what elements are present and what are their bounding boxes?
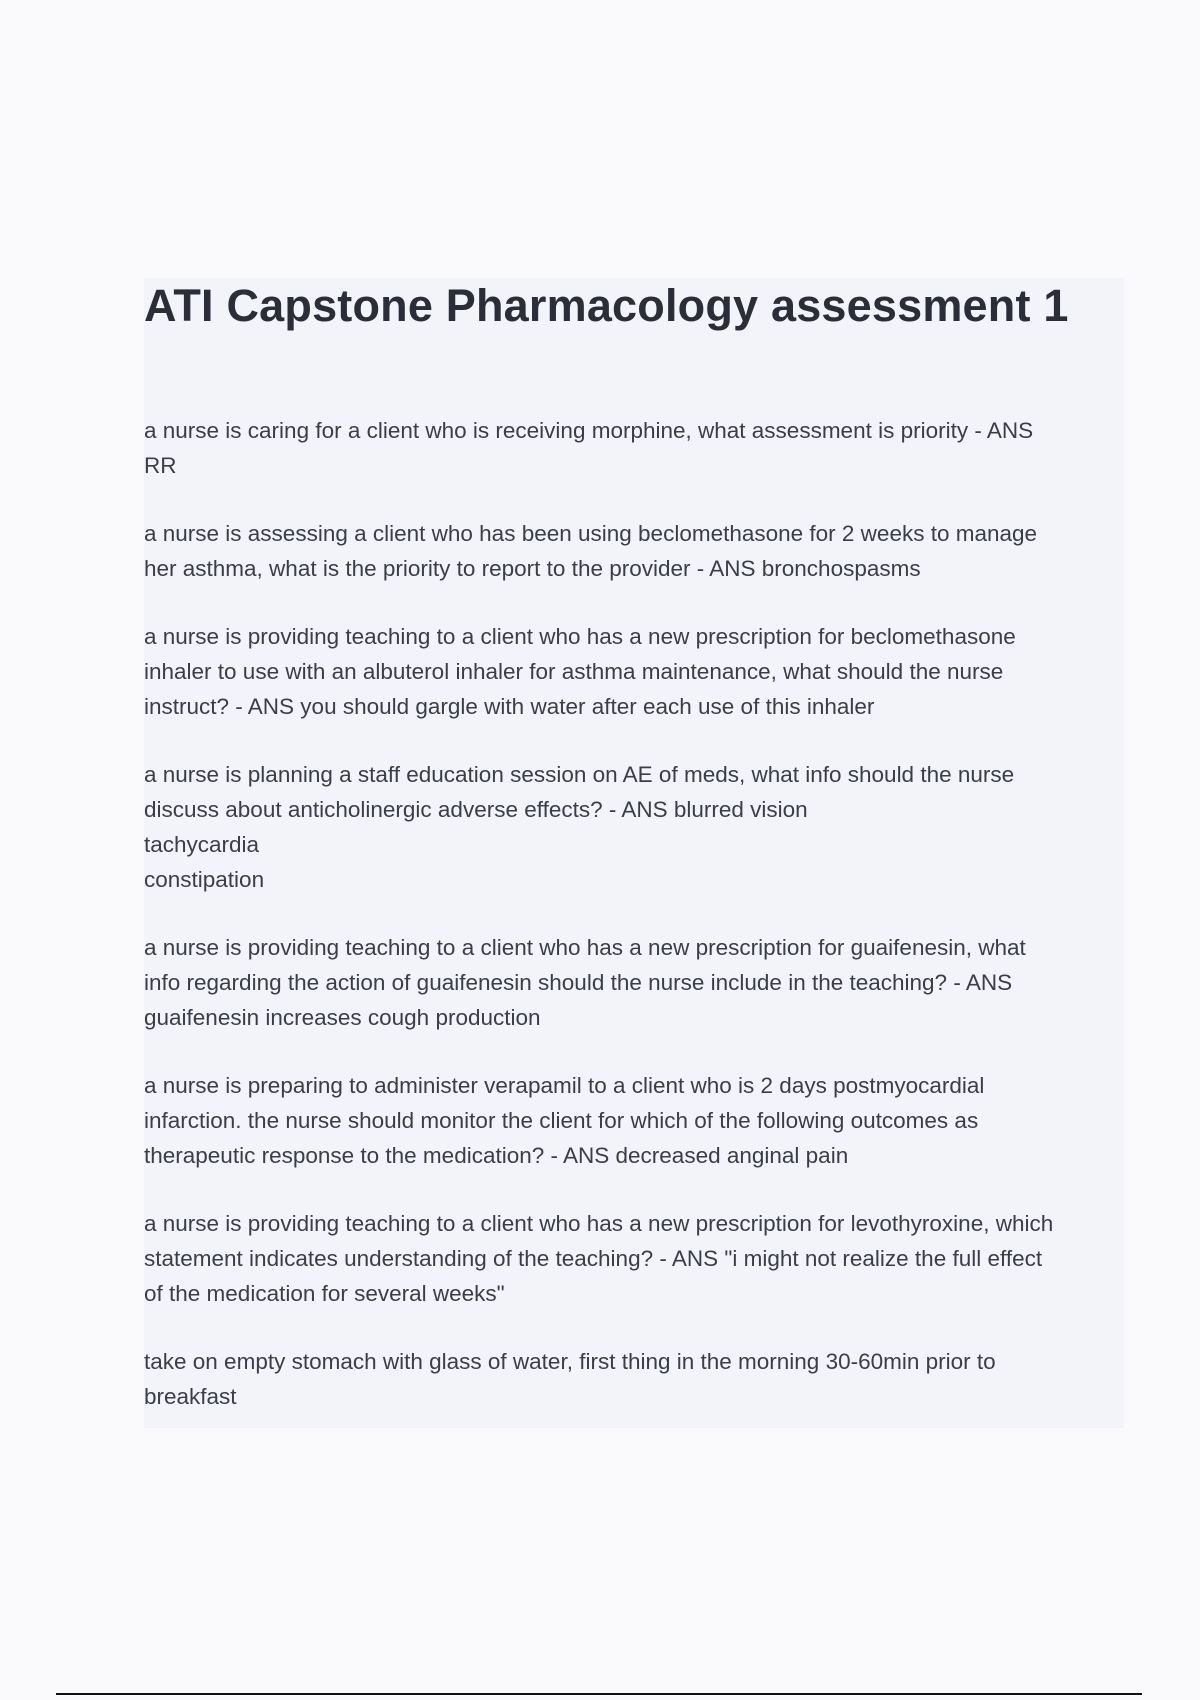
qa-item xyxy=(144,757,1124,897)
qa-line: RR xyxy=(144,453,177,478)
qa-line: a nurse is providing teaching to a client who has a new prescription for guaifenesin, what xyxy=(144,935,1026,960)
qa-line: therapeutic response to the medication? - ANS decreased anginal pain xyxy=(144,1143,849,1168)
qa-text xyxy=(144,413,1124,483)
page-bottom-rule xyxy=(56,1693,1142,1695)
qa-text xyxy=(144,1206,1124,1311)
qa-text xyxy=(144,1344,1124,1414)
qa-text xyxy=(144,516,1124,586)
qa-line: a nurse is providing teaching to a client who has a new prescription for beclomethasone xyxy=(144,624,1016,649)
qa-text xyxy=(144,757,1124,897)
qa-line: of the medication for several weeks" xyxy=(144,1281,505,1306)
qa-line: a nurse is planning a staff education session on AE of meds, what info should the nurse xyxy=(144,762,1015,787)
page-title: ATI Capstone Pharmacology assessment 1 xyxy=(144,280,1069,331)
qa-item xyxy=(144,619,1124,724)
qa-line: a nurse is caring for a client who is receiving morphine, what assessment is priority - ANS xyxy=(144,418,1034,443)
qa-item xyxy=(144,516,1124,586)
qa-line: guaifenesin increases cough production xyxy=(144,1005,541,1030)
qa-line: tachycardia xyxy=(144,832,260,857)
qa-line: a nurse is preparing to administer verapamil to a client who is 2 days postmyocardial xyxy=(144,1073,985,1098)
qa-line: a nurse is assessing a client who has been using beclomethasone for 2 weeks to manage xyxy=(144,521,1038,546)
qa-line: take on empty stomach with glass of water, first thing in the morning 30-60min prior to xyxy=(144,1349,996,1374)
qa-text xyxy=(144,1068,1124,1173)
qa-item xyxy=(144,930,1124,1035)
qa-line: inhaler to use with an albuterol inhaler for asthma maintenance, what should the nurse xyxy=(144,659,1004,684)
qa-line: instruct? - ANS you should gargle with water after each use of this inhaler xyxy=(144,694,875,719)
qa-line: infarction. the nurse should monitor the client for which of the following outcomes as xyxy=(144,1108,979,1133)
qa-line: info regarding the action of guaifenesin should the nurse include in the teaching? - ANS xyxy=(144,970,1013,995)
qa-item xyxy=(144,1068,1124,1173)
qa-line: discuss about anticholinergic adverse effects? - ANS blurred vision xyxy=(144,797,808,822)
qa-text xyxy=(144,930,1124,1035)
qa-line: her asthma, what is the priority to report to the provider - ANS bronchospasms xyxy=(144,556,921,581)
qa-item xyxy=(144,1344,1124,1414)
qa-line: breakfast xyxy=(144,1384,237,1409)
qa-text xyxy=(144,619,1124,724)
qa-line: a nurse is providing teaching to a client who has a new prescription for levothyroxine, which xyxy=(144,1211,1054,1236)
qa-list xyxy=(144,413,1124,1447)
qa-item xyxy=(144,413,1124,483)
qa-line: constipation xyxy=(144,867,265,892)
qa-line: statement indicates understanding of the teaching? - ANS "i might not realize the full effect xyxy=(144,1246,1043,1271)
qa-item xyxy=(144,1206,1124,1311)
